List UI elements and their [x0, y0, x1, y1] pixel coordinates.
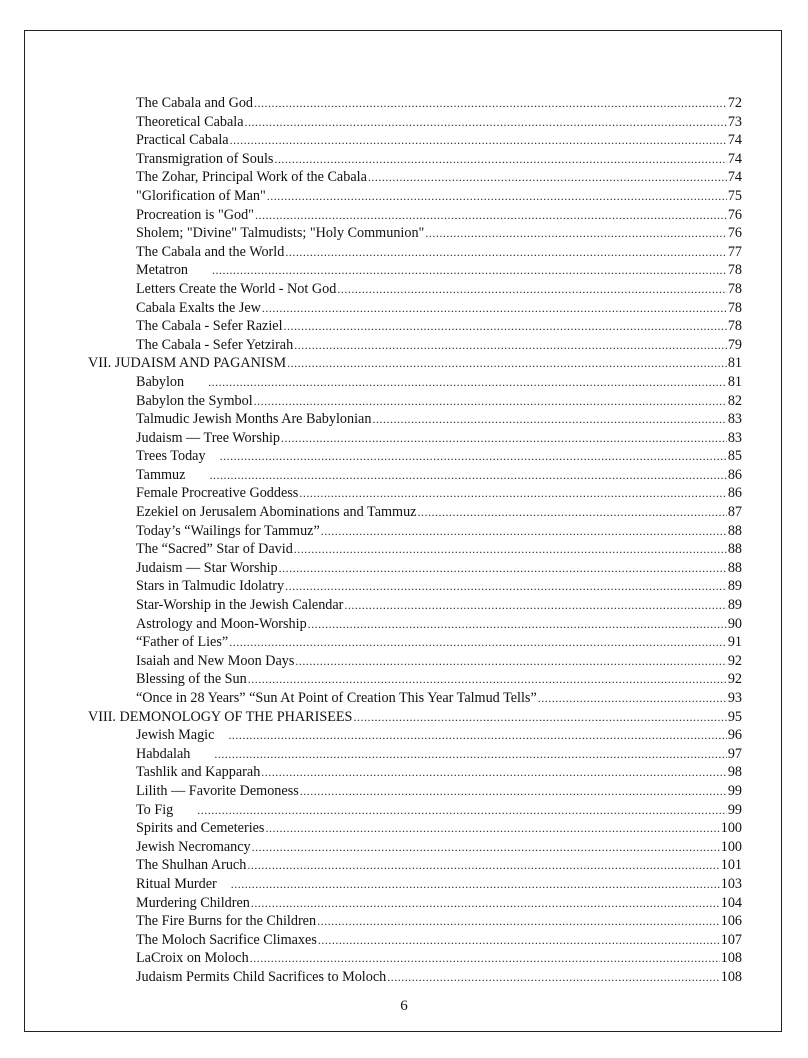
toc-entry-title: Blessing of the Sun	[136, 671, 247, 688]
toc-entry-page: 91	[727, 634, 742, 651]
toc-chapter-entry	[88, 354, 742, 373]
toc-entry-page: 87	[727, 504, 742, 521]
toc-entry-page: 73	[727, 113, 742, 130]
toc-entry-title: Letters Create the World - Not God	[136, 280, 337, 297]
toc-entry-title: Habdalah	[136, 745, 191, 762]
toc-entry	[88, 652, 742, 671]
toc-entry-page: 107	[720, 931, 742, 948]
toc-entry-title: Murdering Children	[136, 894, 250, 911]
toc-entry	[88, 373, 742, 392]
toc-entry	[88, 299, 742, 318]
toc-entry-title: Babylon	[136, 373, 185, 390]
toc-entry	[88, 819, 742, 838]
toc-entry-page: 92	[727, 671, 742, 688]
table-of-contents	[88, 94, 742, 987]
toc-entry-title: Star-Worship in the Jewish Calendar	[136, 597, 344, 614]
toc-entry-title: VII. JUDAISM AND PAGANISM	[88, 355, 287, 372]
toc-entry-title: Transmigration of Souls	[136, 150, 274, 167]
toc-entry-page: 78	[727, 318, 742, 335]
toc-entry-title: Theoretical Cabala	[136, 113, 244, 130]
toc-entry-title: Trees Today	[136, 448, 206, 465]
toc-entry	[88, 615, 742, 634]
toc-entry-title: Jewish Magic	[136, 727, 215, 744]
toc-entry	[88, 782, 742, 801]
dot-leader	[230, 131, 727, 150]
toc-entry-page: 72	[727, 95, 742, 111]
toc-entry-title: The Shulhan Aruch	[136, 857, 247, 874]
toc-entry	[88, 466, 742, 485]
dot-leader	[318, 931, 720, 950]
toc-entry-title: Metatron	[136, 262, 189, 279]
toc-chapter-entry	[88, 708, 742, 727]
toc-entry-title: Sholem; "Divine" Talmudists; "Holy Communion"	[136, 225, 425, 242]
toc-entry-page: 93	[727, 690, 742, 706]
dot-leader	[300, 782, 727, 801]
toc-entry-title: Practical Cabala	[136, 132, 229, 149]
toc-entry	[88, 261, 742, 280]
toc-entry-page: 103	[720, 875, 742, 892]
toc-entry-title: The Cabala - Sefer Yetzirah	[136, 336, 294, 353]
toc-entry	[88, 689, 742, 708]
toc-entry-title: Isaiah and New Moon Days	[136, 652, 295, 669]
toc-entry	[88, 224, 742, 243]
toc-entry-title: Judaism Permits Child Sacrifices to Moloch	[136, 968, 387, 985]
toc-entry-title: Cabala Exalts the Jew	[136, 299, 261, 316]
dot-leader	[285, 243, 727, 262]
toc-entry-page: 97	[727, 745, 742, 762]
toc-entry-title: The Cabala and the World	[136, 243, 285, 260]
toc-entry-title: VIII. DEMONOLOGY OF THE PHARISEES	[88, 708, 353, 725]
dot-leader	[387, 968, 719, 987]
toc-entry-title: Talmudic Jewish Months Are Babylonian	[136, 411, 372, 428]
toc-entry	[88, 206, 742, 225]
toc-entry	[88, 503, 742, 522]
toc-entry-title: Spirits and Cemeteries	[136, 820, 265, 837]
dot-leader	[208, 373, 727, 392]
toc-entry-page: 83	[727, 411, 742, 428]
toc-entry-page: 100	[720, 838, 742, 855]
toc-entry-title: Female Procreative Goddess	[136, 485, 299, 502]
toc-entry-page: 99	[727, 801, 742, 818]
dot-leader	[281, 429, 727, 448]
toc-entry-page: 96	[727, 727, 742, 744]
toc-entry-title: The “Sacred” Star of David	[136, 541, 293, 558]
toc-entry	[88, 875, 742, 894]
toc-entry	[88, 763, 742, 782]
toc-entry-page: 77	[727, 243, 742, 260]
dot-leader	[245, 113, 727, 132]
toc-entry	[88, 168, 742, 187]
toc-entry	[88, 931, 742, 950]
toc-entry	[88, 894, 742, 913]
toc-entry	[88, 522, 742, 541]
dot-leader	[265, 819, 719, 838]
dot-leader	[284, 317, 727, 336]
toc-entry	[88, 949, 742, 968]
toc-entry	[88, 317, 742, 336]
dot-leader	[308, 615, 727, 634]
toc-entry-page: 88	[727, 522, 742, 539]
toc-entry-title: The Cabala - Sefer Raziel	[136, 318, 283, 335]
toc-entry-page: 108	[720, 968, 742, 985]
toc-entry-page: 79	[727, 336, 742, 353]
toc-entry-page: 88	[727, 559, 742, 576]
toc-entry-page: 86	[727, 466, 742, 483]
toc-entry-title: Astrology and Moon-Worship	[136, 615, 307, 632]
toc-entry-title: Babylon the Symbol	[136, 392, 253, 409]
toc-entry	[88, 912, 742, 931]
toc-entry-page: 88	[727, 541, 742, 558]
toc-entry-page: 101	[720, 857, 742, 874]
toc-entry-page: 75	[727, 187, 742, 204]
toc-entry-page: 74	[727, 132, 742, 149]
toc-entry-title: “Father of Lies”	[136, 634, 229, 651]
toc-entry	[88, 670, 742, 689]
dot-leader	[294, 540, 727, 559]
toc-entry-page: 108	[720, 950, 742, 967]
toc-entry-page: 83	[727, 429, 742, 446]
dot-leader	[252, 838, 720, 857]
dot-leader	[231, 875, 720, 894]
toc-entry-title: To Fig	[136, 801, 174, 818]
dot-leader	[425, 224, 726, 243]
toc-entry	[88, 596, 742, 615]
dot-leader	[372, 410, 726, 429]
dot-leader	[262, 299, 727, 318]
toc-entry-title: Tammuz	[136, 466, 186, 483]
dot-leader	[228, 726, 726, 745]
dot-leader	[254, 94, 727, 113]
toc-entry-page: 92	[727, 652, 742, 669]
toc-entry-page: 78	[727, 280, 742, 297]
toc-entry	[88, 336, 742, 355]
toc-entry	[88, 559, 742, 578]
toc-entry-page: 95	[727, 708, 742, 725]
dot-leader	[251, 894, 720, 913]
toc-entry	[88, 94, 742, 113]
toc-entry-title: Judaism — Star Worship	[136, 559, 278, 576]
toc-entry	[88, 801, 742, 820]
toc-entry	[88, 392, 742, 411]
toc-entry	[88, 838, 742, 857]
toc-entry-page: 99	[727, 782, 742, 799]
toc-entry-title: Tashlik and Kapparah	[136, 764, 261, 781]
dot-leader	[337, 280, 726, 299]
dot-leader	[250, 949, 720, 968]
toc-entry	[88, 131, 742, 150]
dot-leader	[321, 522, 727, 541]
toc-entry-title: Judaism — Tree Worship	[136, 429, 281, 446]
dot-leader	[538, 689, 727, 708]
toc-entry-title: Stars in Talmudic Idolatry	[136, 578, 285, 595]
toc-entry	[88, 968, 742, 987]
toc-entry	[88, 243, 742, 262]
dot-leader	[212, 261, 727, 280]
toc-entry-page: 85	[727, 448, 742, 465]
toc-entry-title: "Glorification of Man"	[136, 187, 266, 204]
toc-entry-title: Procreation is "God"	[136, 206, 254, 223]
toc-entry-title: Lilith — Favorite Demoness	[136, 782, 299, 799]
dot-leader	[287, 354, 727, 373]
toc-entry-title: The Cabala and God	[136, 95, 254, 111]
toc-entry-title: Jewish Necromancy	[136, 838, 251, 855]
toc-entry-title: Today’s “Wailings for Tammuz”	[136, 522, 320, 539]
toc-entry-page: 74	[727, 169, 742, 186]
dot-leader	[299, 484, 726, 503]
dot-leader	[295, 652, 726, 671]
toc-entry	[88, 540, 742, 559]
toc-entry-page: 81	[727, 355, 742, 372]
toc-entry	[88, 484, 742, 503]
toc-entry	[88, 447, 742, 466]
dot-leader	[220, 447, 727, 466]
toc-entry	[88, 150, 742, 169]
toc-entry-title: LaCroix on Moloch	[136, 950, 249, 967]
toc-entry-page: 74	[727, 150, 742, 167]
dot-leader	[279, 559, 727, 578]
dot-leader	[214, 745, 726, 764]
dot-leader	[294, 336, 727, 355]
toc-entry	[88, 187, 742, 206]
toc-entry-page: 78	[727, 299, 742, 316]
dot-leader	[353, 708, 726, 727]
toc-entry-page: 90	[727, 615, 742, 632]
toc-entry-page: 81	[727, 373, 742, 390]
toc-entry-page: 82	[727, 392, 742, 409]
toc-entry-page: 76	[727, 225, 742, 242]
dot-leader	[317, 912, 720, 931]
toc-entry-title: The Fire Burns for the Children	[136, 913, 317, 930]
dot-leader	[274, 150, 726, 169]
toc-entry-page: 106	[720, 913, 742, 930]
toc-entry	[88, 633, 742, 652]
dot-leader	[209, 466, 726, 485]
toc-entry-title: The Zohar, Principal Work of the Cabala	[136, 169, 367, 186]
toc-entry-page: 89	[727, 597, 742, 614]
toc-entry-title: Ritual Murder	[136, 875, 217, 892]
dot-leader	[344, 596, 726, 615]
toc-entry-title: The Moloch Sacrifice Climaxes	[136, 931, 317, 948]
toc-entry-page: 100	[720, 820, 742, 837]
dot-leader	[229, 633, 727, 652]
toc-entry-page: 78	[727, 262, 742, 279]
toc-entry-page: 98	[727, 764, 742, 781]
toc-entry	[88, 410, 742, 429]
toc-entry	[88, 726, 742, 745]
dot-leader	[248, 670, 727, 689]
toc-entry-page: 86	[727, 485, 742, 502]
dot-leader	[267, 187, 727, 206]
dot-leader	[255, 206, 727, 225]
toc-entry-title: “Once in 28 Years” “Sun At Point of Creation This Year Talmud Tells”	[136, 690, 537, 706]
dot-leader	[254, 392, 727, 411]
toc-entry	[88, 429, 742, 448]
dot-leader	[247, 856, 719, 875]
dot-leader	[285, 577, 727, 596]
dot-leader	[417, 503, 726, 522]
toc-entry-title: Ezekiel on Jerusalem Abominations and Tammuz	[136, 504, 417, 521]
toc-entry	[88, 113, 742, 132]
toc-entry	[88, 280, 742, 299]
toc-entry	[88, 745, 742, 764]
toc-entry	[88, 856, 742, 875]
toc-entry	[88, 577, 742, 596]
dot-leader	[368, 168, 727, 187]
dot-leader	[261, 763, 727, 782]
toc-entry-page: 89	[727, 578, 742, 595]
toc-entry-page: 76	[727, 206, 742, 223]
page-number: 6	[400, 998, 408, 1014]
toc-entry-page: 104	[720, 894, 742, 911]
dot-leader	[197, 801, 727, 820]
